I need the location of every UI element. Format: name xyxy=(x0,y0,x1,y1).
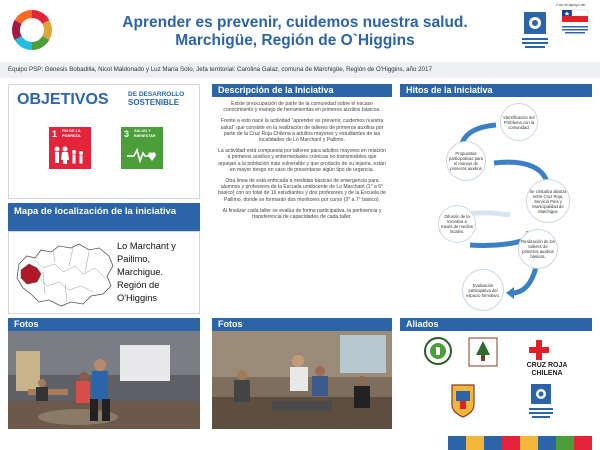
gov-support-label: Con el apoyo de: xyxy=(556,2,587,7)
photo-workshop-2 xyxy=(212,331,392,429)
objetivos-heading: OBJETIVOS xyxy=(17,91,109,108)
goal-1-number: 1 xyxy=(52,129,58,139)
escuela-pailimo-logo xyxy=(468,337,498,367)
fotos-section-title-2: Fotos xyxy=(212,318,392,331)
bottom-color-strip-1 xyxy=(448,436,466,450)
map-location-line-1: Lo Marchant y Pailimo, xyxy=(117,241,176,264)
descripcion-paragraph-4: Otra línea de está enfocada a medidas básicas de emergencia para alumnos y profesores de la Escuela unidocente de Lo Marchant (1° a 6° básico) con un total de 16 estudiantes y dos profesores y de la Escuela de Pailimo, donde se formarán dos monitores por curso (3° a 7° básico). xyxy=(218,178,386,203)
bottom-color-strip-6 xyxy=(538,436,556,450)
municipalidad-marchigue-logo xyxy=(450,383,476,419)
objetivos-subheading xyxy=(128,91,184,107)
descripcion-paragraph-1: Existe preocupación de parte de la comunidad sobre el escaso conocimiento y manejo de herramientas en primeros auxilios básicos. xyxy=(223,101,381,114)
hito-5: Realización de los talleres de primeros auxilios básicos. xyxy=(518,229,558,269)
heartbeat-icon xyxy=(125,145,159,165)
fotos-section-title-1: Fotos xyxy=(8,318,200,331)
map-location-line-3: Región de O'Higgins xyxy=(117,280,160,303)
hitos-section-title: Hitos de la Iniciativa xyxy=(400,84,592,97)
sdg-goal-3-tile xyxy=(121,127,163,169)
sdg-goal-1-tile xyxy=(49,127,91,169)
escuela-lo-marchant-logo xyxy=(424,337,452,365)
hito-2: Propuestas participativas para el manejo de primeros auxilios xyxy=(446,141,486,181)
goal-3-label: SALUD Y BIENESTAR xyxy=(134,129,156,138)
fundacion-superacion-pobreza-logo xyxy=(520,10,550,54)
sdg-wheel-icon xyxy=(10,8,54,52)
photo-workshop-2-image xyxy=(212,331,392,429)
bottom-color-strip-7 xyxy=(556,436,574,450)
mapa-section-title: Mapa de localización de la iniciativa xyxy=(8,203,200,231)
title-line-1: Aprender es prevenir, cuidemos nuestra salud. xyxy=(122,14,468,31)
header xyxy=(0,0,600,62)
photo-workshop-1-image xyxy=(8,331,200,429)
aliados-section-title: Aliados xyxy=(400,318,592,331)
poster-title xyxy=(70,14,520,50)
objetivos-box xyxy=(8,84,200,199)
region-map xyxy=(13,238,118,310)
descripcion-paragraph-3: La actividad está compuesta por talleres para adultos mayores en relación a primeros auxilios y enfermedades crónicas no transmisibles que aquejan a la población más vulnerable y que producto de su lejanía, están en mayor riesgo en caso de presentarse algún tipo de urgencia. xyxy=(218,148,386,173)
mapa-body xyxy=(8,231,200,314)
cruz-roja-label: CRUZ ROJA CHILENA xyxy=(526,362,568,377)
descripcion-paragraph-2: Frente a esto nace la actividad "aprender es prevenir, cuidemos nuestra salud" que consiste en la realización de talleres de primeros auxilios por parte de la Cruz Roja Chilena a adultos mayores y estudiantes de las localidades de Lo Marchant y Pailimo. xyxy=(220,118,384,144)
map-location-text xyxy=(117,240,199,305)
hito-3: Se cristaliza alianza entre Cruz Roja, Servicio País y Municipalidad de Marchigue xyxy=(526,179,570,223)
team-line: Equipo PSP: Génesis Bobadilla, Nicol Maldonado y Luz María Soto, Jefa territorial: Carolina Galaz, comuna de Marchigüe, Región de O'Higgins, año 2017 xyxy=(8,66,432,73)
family-icon xyxy=(53,145,87,165)
descripcion-body xyxy=(212,97,392,315)
bottom-color-strip-2 xyxy=(466,436,484,450)
descripcion-section-title: Descripción de la Iniciativa xyxy=(212,84,392,97)
bottom-color-strip-5 xyxy=(520,436,538,450)
map-location-line-2: Marchigue. xyxy=(117,267,163,277)
bottom-color-strip-3 xyxy=(484,436,502,450)
bottom-color-strip-4 xyxy=(502,436,520,450)
hito-4: Difusión de la iniciativa a través de medios locales. xyxy=(438,205,476,243)
descripcion-paragraph-5: Al finalizar cada taller se evalúa de forma participativa, la pertinencia y transferencia de capacidades de cada taller. xyxy=(222,207,382,221)
hito-1: Identificación del Problema con la comunidad. xyxy=(500,103,538,141)
aliados-body xyxy=(400,331,592,429)
goal-1-label: FIN DE LA POBREZA xyxy=(62,129,81,138)
objetivos-subheading-2: SOSTENIBLE xyxy=(128,98,180,107)
hito-6: Evaluación participativa del espacio formativo. xyxy=(462,269,504,311)
fundacion-superacion-pobreza-small-logo xyxy=(528,383,554,421)
hitos-body xyxy=(400,97,592,315)
cruz-roja-icon xyxy=(528,339,550,361)
bottom-color-strip-8 xyxy=(574,436,592,450)
gobierno-de-chile-logo xyxy=(556,4,594,54)
title-line-2: Marchigüe, Región de O`Higgins xyxy=(175,32,415,49)
goal-3-number: 3 xyxy=(124,129,130,139)
objetivos-subheading-1: DE DESARROLLO xyxy=(128,91,185,98)
photo-workshop-1 xyxy=(8,331,200,429)
